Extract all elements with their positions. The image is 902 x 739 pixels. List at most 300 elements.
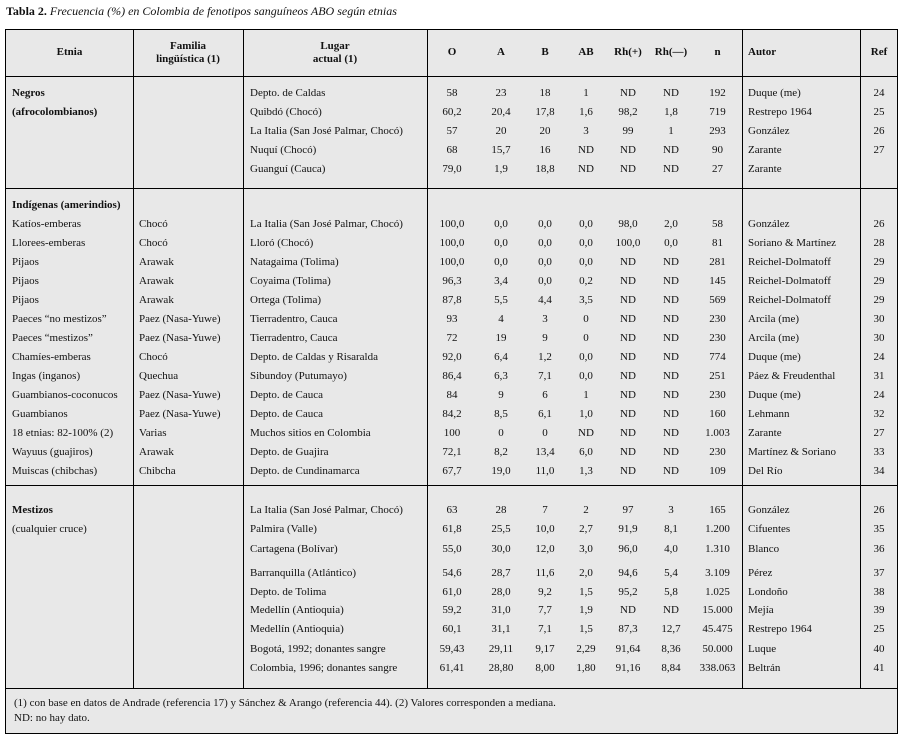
cell-a: 0,0	[494, 256, 508, 268]
cell-ref: 35	[873, 523, 885, 535]
header-b: B	[541, 46, 549, 58]
cell-o: 84	[446, 389, 458, 401]
cell-n: 774	[709, 351, 726, 363]
cell-lugar: Colombia, 1996; donantes sangre	[250, 662, 398, 674]
cell-familia: Paez (Nasa-Yuwe)	[139, 408, 221, 420]
cell-ab: 0	[583, 332, 589, 344]
cell-o: 58	[446, 87, 458, 99]
cell-familia: Arawak	[139, 256, 174, 268]
cell-ab: 1,5	[579, 623, 593, 635]
cell-o: 55,0	[442, 543, 462, 555]
cell-lugar: Ortega (Tolima)	[250, 294, 322, 306]
cell-etnia: Paeces “no mestizos”	[12, 313, 107, 325]
cell-lugar: La Italia (San José Palmar, Chocó)	[250, 504, 403, 516]
cell-autor: González	[748, 504, 790, 516]
cell-n: 160	[709, 408, 726, 420]
cell-etnia: Guambianos-coconucos	[12, 389, 118, 401]
cell-rh-neg: ND	[663, 275, 679, 287]
group-subtitle: (cualquier cruce)	[12, 523, 87, 535]
cell-o: 100	[443, 427, 461, 439]
group-rule	[6, 188, 897, 189]
cell-ref: 30	[873, 313, 885, 325]
cell-o: 79,0	[442, 163, 462, 175]
footer-rule	[6, 688, 897, 689]
cell-rh-neg: ND	[663, 332, 679, 344]
cell-rh-pos: ND	[620, 389, 636, 401]
cell-rh-neg: ND	[663, 294, 679, 306]
cell-rh-pos: ND	[620, 427, 636, 439]
cell-b: 8,00	[535, 662, 555, 674]
cell-ab: 0	[583, 313, 589, 325]
cell-ref: 31	[873, 370, 885, 382]
cell-b: 6,1	[538, 408, 552, 420]
cell-rh-neg: ND	[663, 144, 679, 156]
cell-b: 11,0	[535, 465, 555, 477]
header-ab: AB	[578, 46, 594, 58]
cell-lugar: Bogotá, 1992; donantes sangre	[250, 643, 386, 655]
cell-ref: 25	[873, 623, 885, 635]
cell-rh-pos: 100,0	[615, 237, 641, 249]
cell-a: 19,0	[491, 465, 511, 477]
cell-autor: Duque (me)	[748, 389, 801, 401]
cell-a: 9	[498, 389, 504, 401]
cell-ab: ND	[578, 163, 594, 175]
cell-ab: 0,0	[579, 218, 593, 230]
cell-rh-neg: ND	[663, 87, 679, 99]
table-frame	[5, 29, 898, 734]
group-rule	[6, 485, 897, 486]
cell-o: 61,0	[442, 586, 462, 598]
cell-n: 1.200	[705, 523, 730, 535]
cell-b: 6	[542, 389, 548, 401]
cell-ab: 1,3	[579, 465, 593, 477]
cell-rh-neg: 8,84	[661, 662, 681, 674]
cell-a: 20	[495, 125, 507, 137]
cell-o: 61,41	[439, 662, 465, 674]
cell-ab: 2,7	[579, 523, 593, 535]
cell-rh-pos: ND	[620, 294, 636, 306]
cell-autor: Del Río	[748, 465, 783, 477]
cell-autor: Beltrán	[748, 662, 781, 674]
cell-n: 27	[712, 163, 723, 175]
cell-ref: 34	[873, 465, 885, 477]
cell-n: 569	[709, 294, 726, 306]
cell-ab: 1,9	[579, 604, 593, 616]
cell-lugar: Cartagena (Bolívar)	[250, 543, 338, 555]
cell-ref: 26	[873, 125, 885, 137]
cell-b: 7,7	[538, 604, 552, 616]
cell-ref: 24	[873, 351, 885, 363]
cell-familia: Paez (Nasa-Yuwe)	[139, 332, 221, 344]
cell-b: 12,0	[535, 543, 555, 555]
cell-o: 57	[446, 125, 458, 137]
cell-b: 20	[539, 125, 551, 137]
cell-rh-pos: ND	[620, 144, 636, 156]
cell-o: 92,0	[442, 351, 462, 363]
cell-n: 230	[709, 446, 726, 458]
cell-lugar: Palmira (Valle)	[250, 523, 317, 535]
cell-lugar: Quibdó (Chocó)	[250, 106, 322, 118]
footnote: (1) con base en datos de Andrade (referencia 17) y Sánchez & Arango (referencia 44). (2) Valores corresponden a mediana.	[14, 697, 556, 709]
caption-text: Frecuencia (%) en Colombia de fenotipos sanguíneos ABO según etnias	[49, 4, 397, 18]
cell-ab: 2,29	[576, 643, 596, 655]
cell-rh-pos: ND	[620, 351, 636, 363]
cell-rh-pos: ND	[620, 446, 636, 458]
cell-n: 90	[712, 144, 723, 156]
cell-autor: Pérez	[748, 567, 773, 579]
cell-rh-neg: 3	[668, 504, 674, 516]
cell-lugar: Nuquí (Chocó)	[250, 144, 317, 156]
cell-ab: 3,5	[579, 294, 593, 306]
cell-ref: 36	[873, 543, 885, 555]
cell-a: 19	[495, 332, 507, 344]
cell-familia: Paez (Nasa-Yuwe)	[139, 313, 221, 325]
cell-n: 251	[709, 370, 726, 382]
cell-rh-pos: ND	[620, 275, 636, 287]
cell-ref: 24	[873, 87, 885, 99]
cell-o: 72,1	[442, 446, 462, 458]
cell-o: 63	[446, 504, 458, 516]
cell-rh-pos: 95,2	[618, 586, 638, 598]
cell-a: 31,0	[491, 604, 511, 616]
cell-ab: 0,0	[579, 351, 593, 363]
cell-rh-pos: 96,0	[618, 543, 638, 555]
cell-n: 281	[709, 256, 726, 268]
header-familia	[133, 40, 243, 66]
cell-ab: 3,0	[579, 543, 593, 555]
cell-autor: Páez & Freudenthal	[748, 370, 836, 382]
cell-n: 45.475	[702, 623, 733, 635]
cell-lugar: Depto. de Cundinamarca	[250, 465, 360, 477]
cell-autor: Zarante	[748, 163, 782, 175]
cell-b: 13,4	[535, 446, 555, 458]
cell-a: 4	[498, 313, 504, 325]
cell-ab: 6,0	[579, 446, 593, 458]
cell-ref: 24	[873, 389, 885, 401]
cell-b: 0,0	[538, 237, 552, 249]
group-title: Indígenas (amerindios)	[12, 199, 121, 211]
cell-a: 30,0	[491, 543, 511, 555]
cell-a: 23	[495, 87, 507, 99]
cell-rh-pos: ND	[620, 408, 636, 420]
cell-b: 9	[542, 332, 548, 344]
column-divider	[133, 30, 134, 689]
cell-lugar: Muchos sitios en Colombia	[250, 427, 371, 439]
cell-b: 17,8	[535, 106, 555, 118]
cell-n: 81	[712, 237, 723, 249]
cell-ab: 1	[583, 389, 589, 401]
cell-ref: 26	[873, 218, 885, 230]
cell-rh-neg: ND	[663, 446, 679, 458]
cell-etnia: Chamíes-emberas	[12, 351, 91, 363]
cell-b: 1,2	[538, 351, 552, 363]
header-rh-pos: Rh(+)	[614, 46, 642, 58]
cell-o: 87,8	[442, 294, 462, 306]
cell-o: 86,4	[442, 370, 462, 382]
cell-autor: Mejía	[748, 604, 774, 616]
cell-n: 338.063	[699, 662, 736, 674]
header-o: O	[447, 46, 457, 58]
cell-b: 0	[542, 427, 548, 439]
cell-rh-neg: ND	[663, 313, 679, 325]
cell-a: 0,0	[494, 237, 508, 249]
cell-rh-pos: 98,0	[618, 218, 638, 230]
cell-lugar: Depto. de Tolima	[250, 586, 327, 598]
cell-lugar: Barranquilla (Atlántico)	[250, 567, 356, 579]
cell-familia: Quechua	[139, 370, 179, 382]
cell-autor: Arcila (me)	[748, 332, 799, 344]
cell-rh-pos: 91,9	[618, 523, 638, 535]
cell-ab: ND	[578, 427, 594, 439]
cell-ab: 1,6	[579, 106, 593, 118]
cell-ab: 2	[583, 504, 589, 516]
cell-a: 6,4	[494, 351, 508, 363]
cell-o: 60,2	[442, 106, 462, 118]
cell-ab: 1	[583, 87, 589, 99]
cell-ref: 37	[873, 567, 885, 579]
cell-rh-neg: ND	[663, 408, 679, 420]
cell-familia: Chocó	[139, 237, 168, 249]
cell-autor: Reichel-Dolmatoff	[748, 256, 831, 268]
cell-rh-pos: 98,2	[618, 106, 638, 118]
cell-ref: 29	[873, 275, 885, 287]
cell-lugar: Tierradentro, Cauca	[250, 332, 338, 344]
cell-etnia: Llorees-emberas	[12, 237, 86, 249]
cell-etnia: Pijaos	[12, 294, 39, 306]
cell-familia: Chibcha	[139, 465, 176, 477]
cell-rh-pos: ND	[620, 332, 636, 344]
cell-b: 9,17	[535, 643, 555, 655]
cell-lugar: Guanguí (Cauca)	[250, 163, 326, 175]
cell-o: 59,43	[439, 643, 465, 655]
header-lugar-line1: Lugar	[320, 40, 350, 52]
cell-autor: Londoño	[748, 586, 788, 598]
header-familia-line1: Familia	[169, 40, 207, 52]
cell-rh-pos: ND	[620, 604, 636, 616]
cell-o: 84,2	[442, 408, 462, 420]
cell-rh-neg: ND	[663, 163, 679, 175]
cell-lugar: La Italia (San José Palmar, Chocó)	[250, 218, 403, 230]
cell-rh-pos: ND	[620, 87, 636, 99]
cell-lugar: Tierradentro, Cauca	[250, 313, 338, 325]
caption-label: Tabla 2.	[6, 4, 47, 18]
cell-ref: 41	[873, 662, 885, 674]
cell-ref: 33	[873, 446, 885, 458]
cell-familia: Chocó	[139, 351, 168, 363]
cell-n: 58	[712, 218, 723, 230]
cell-a: 31,1	[491, 623, 511, 635]
table-caption	[6, 4, 397, 19]
cell-o: 100,0	[439, 256, 465, 268]
cell-n: 109	[709, 465, 726, 477]
cell-ab: ND	[578, 144, 594, 156]
header-autor: Autor	[748, 46, 777, 58]
cell-b: 16	[539, 144, 551, 156]
cell-rh-pos: ND	[620, 313, 636, 325]
group-title: Negros	[12, 87, 45, 99]
cell-ref: 26	[873, 504, 885, 516]
cell-lugar: La Italia (San José Palmar, Chocó)	[250, 125, 403, 137]
cell-b: 18	[539, 87, 551, 99]
cell-rh-neg: 1,8	[664, 106, 678, 118]
cell-a: 3,4	[494, 275, 508, 287]
cell-etnia: 18 etnias: 82-100% (2)	[12, 427, 114, 439]
cell-rh-neg: ND	[663, 604, 679, 616]
cell-a: 29,11	[488, 643, 514, 655]
cell-autor: Lehmann	[748, 408, 790, 420]
cell-rh-neg: ND	[663, 351, 679, 363]
cell-n: 1.310	[705, 543, 730, 555]
cell-n: 50.000	[702, 643, 733, 655]
cell-n: 230	[709, 332, 726, 344]
cell-autor: Reichel-Dolmatoff	[748, 294, 831, 306]
cell-ab: 0,0	[579, 370, 593, 382]
cell-b: 0,0	[538, 218, 552, 230]
cell-etnia: Guambianos	[12, 408, 68, 420]
column-divider	[243, 30, 244, 689]
cell-autor: Restrepo 1964	[748, 623, 812, 635]
cell-rh-pos: ND	[620, 465, 636, 477]
cell-familia: Varias	[139, 427, 167, 439]
cell-o: 96,3	[442, 275, 462, 287]
cell-b: 11,6	[535, 567, 555, 579]
cell-rh-pos: ND	[620, 256, 636, 268]
cell-a: 25,5	[491, 523, 511, 535]
cell-b: 7,1	[538, 370, 552, 382]
cell-rh-neg: 1	[668, 125, 674, 137]
cell-n: 719	[709, 106, 726, 118]
cell-autor: Blanco	[748, 543, 780, 555]
cell-rh-neg: ND	[663, 256, 679, 268]
cell-rh-neg: 4,0	[664, 543, 678, 555]
cell-ref: 27	[873, 144, 885, 156]
cell-a: 8,2	[494, 446, 508, 458]
cell-ref: 27	[873, 427, 885, 439]
cell-ref: 25	[873, 106, 885, 118]
cell-autor: Zarante	[748, 144, 782, 156]
cell-b: 7,1	[538, 623, 552, 635]
cell-etnia: Wayuus (guajiros)	[12, 446, 93, 458]
header-familia-line2: lingüística (1)	[156, 53, 220, 65]
cell-ab: 3	[583, 125, 589, 137]
cell-b: 3	[542, 313, 548, 325]
cell-a: 0	[498, 427, 504, 439]
cell-a: 8,5	[494, 408, 508, 420]
cell-autor: Duque (me)	[748, 351, 801, 363]
cell-b: 0,0	[538, 275, 552, 287]
cell-ref: 32	[873, 408, 885, 420]
cell-o: 67,7	[442, 465, 462, 477]
cell-n: 230	[709, 313, 726, 325]
header-ref: Ref	[870, 46, 888, 58]
cell-n: 145	[709, 275, 726, 287]
cell-ab: 0,2	[579, 275, 593, 287]
cell-lugar: Sibundoy (Putumayo)	[250, 370, 347, 382]
cell-ab: 0,0	[579, 237, 593, 249]
header-rule	[6, 76, 897, 77]
cell-rh-pos: 87,3	[618, 623, 638, 635]
group-title: Mestizos	[12, 504, 53, 516]
cell-a: 6,3	[494, 370, 508, 382]
cell-a: 15,7	[491, 144, 511, 156]
cell-ref: 28	[873, 237, 885, 249]
cell-rh-pos: 91,64	[615, 643, 641, 655]
cell-autor: Luque	[748, 643, 777, 655]
cell-autor: Duque (me)	[748, 87, 801, 99]
cell-a: 5,5	[494, 294, 508, 306]
cell-familia: Arawak	[139, 294, 174, 306]
cell-rh-pos: 99	[622, 125, 634, 137]
cell-familia: Arawak	[139, 275, 174, 287]
cell-autor: Martínez & Soriano	[748, 446, 836, 458]
cell-o: 68	[446, 144, 458, 156]
cell-familia: Paez (Nasa-Yuwe)	[139, 389, 221, 401]
cell-rh-neg: 12,7	[661, 623, 681, 635]
column-divider	[742, 30, 743, 689]
cell-autor: González	[748, 218, 790, 230]
cell-rh-pos: ND	[620, 370, 636, 382]
cell-o: 60,1	[442, 623, 462, 635]
cell-b: 4,4	[538, 294, 552, 306]
cell-rh-pos: 94,6	[618, 567, 638, 579]
cell-b: 0,0	[538, 256, 552, 268]
cell-n: 192	[709, 87, 726, 99]
cell-n: 165	[709, 504, 726, 516]
cell-ab: 0,0	[579, 256, 593, 268]
cell-ref: 30	[873, 332, 885, 344]
cell-rh-pos: 91,16	[615, 662, 641, 674]
cell-a: 0,0	[494, 218, 508, 230]
cell-autor: Soriano & Martínez	[748, 237, 836, 249]
cell-rh-neg: ND	[663, 465, 679, 477]
header-rh-neg: Rh(—)	[654, 46, 688, 58]
cell-ref: 38	[873, 586, 885, 598]
cell-rh-neg: 5,8	[664, 586, 678, 598]
footnote-nd: ND: no hay dato.	[14, 712, 90, 724]
cell-ab: 2,0	[579, 567, 593, 579]
cell-lugar: Lloró (Chocó)	[250, 237, 314, 249]
cell-o: 59,2	[442, 604, 462, 616]
cell-ref: 29	[873, 256, 885, 268]
group-subtitle: (afrocolombianos)	[12, 106, 98, 118]
cell-lugar: Medellín (Antioquia)	[250, 623, 344, 635]
cell-n: 1.003	[705, 427, 730, 439]
cell-lugar: Depto. de Caldas y Risaralda	[250, 351, 378, 363]
cell-a: 28,0	[491, 586, 511, 598]
cell-lugar: Medellín (Antioquia)	[250, 604, 344, 616]
cell-a: 1,9	[494, 163, 508, 175]
cell-n: 1.025	[705, 586, 730, 598]
cell-autor: Zarante	[748, 427, 782, 439]
cell-rh-neg: 8,36	[661, 643, 681, 655]
header-n: n	[714, 46, 721, 58]
cell-etnia: Pijaos	[12, 275, 39, 287]
cell-lugar: Depto. de Guajira	[250, 446, 329, 458]
header-lugar-line2: actual (1)	[312, 53, 358, 65]
cell-autor: Cifuentes	[748, 523, 791, 535]
cell-o: 72	[446, 332, 458, 344]
cell-ab: 1,5	[579, 586, 593, 598]
cell-o: 54,6	[442, 567, 462, 579]
cell-rh-neg: ND	[663, 370, 679, 382]
cell-etnia: Paeces “mestizos”	[12, 332, 93, 344]
header-etnia: Etnia	[56, 46, 83, 58]
cell-autor: Arcila (me)	[748, 313, 799, 325]
cell-a: 20,4	[491, 106, 511, 118]
cell-ref: 39	[873, 604, 885, 616]
cell-ref: 40	[873, 643, 885, 655]
cell-autor: González	[748, 125, 790, 137]
